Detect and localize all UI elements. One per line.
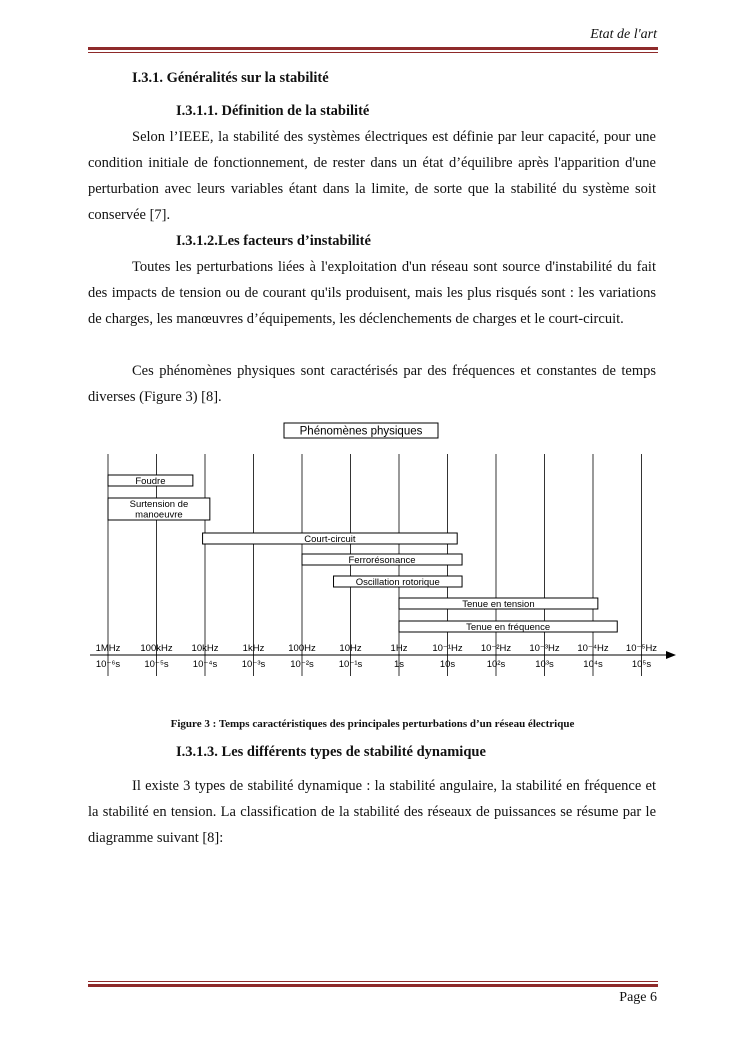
time-tick-label: 10⁻³s <box>241 659 266 670</box>
chart-axis-arrow <box>666 651 676 659</box>
footer-rule-thin <box>88 981 658 982</box>
footer-rule-thick <box>88 984 658 987</box>
page-number: Page 6 <box>619 990 657 1005</box>
heading-section-1-3-1-2: I.3.1.2.Les facteurs d’instabilité <box>176 233 371 249</box>
phenomenon-label: Surtension de <box>129 499 189 510</box>
freq-tick-label: 1MHz <box>95 643 121 654</box>
time-tick-label: 10⁴s <box>583 659 603 670</box>
paragraph-definition <box>88 124 656 228</box>
freq-tick-label: 10⁻⁴Hz <box>577 643 609 654</box>
paragraph-instability-factors <box>88 254 656 332</box>
phenomenon-label: Foudre <box>135 476 166 487</box>
header-rule-thin <box>88 52 658 53</box>
freq-tick-label: 100kHz <box>140 643 173 654</box>
time-tick-label: 1s <box>393 659 405 670</box>
freq-tick-label: 10Hz <box>339 643 362 654</box>
paragraph-instability-factors-text: Toutes les perturbations liées à l'exploitation d'un réseau sont source d'instabilité du fait des impacts de tension ou de courant qu'ils produisent, mais les plus risqués sont : les variations de charges, les manœuvres d’équipements, les déclenchements de charges et le court-circuit. <box>88 259 656 327</box>
time-tick-label: 10³s <box>535 659 554 670</box>
freq-tick-label: 1Hz <box>390 643 408 654</box>
paragraph-stability-types-text: Il existe 3 types de stabilité dynamique : la stabilité angulaire, la stabilité en fréquence et la stabilité en tension. La classification de la stabilité des réseaux de puissances se résume par le diagramme suivant [8]: <box>88 778 656 846</box>
freq-tick-label: 10kHz <box>191 643 219 654</box>
freq-tick-label: 10⁻³Hz <box>529 643 560 654</box>
paragraph-definition-text: Selon l’IEEE, la stabilité des systèmes électriques est définie par leur capacité, pour une condition initiale de fonctionnement, de rester dans un état d’équilibre après l'apparition d'une perturbation avec leurs variables étant dans la limite, de sorte que la stabilité du système soit conservée [7]. <box>88 129 656 223</box>
heading-section-1-3-1: I.3.1. Généralités sur la stabilité <box>132 70 329 86</box>
chart-title: Phénomènes physiques <box>299 425 423 438</box>
paragraph-phenomena-text: Ces phénomènes physiques sont caractérisés par des fréquences et constantes de temps diverses (Figure 3) [8]. <box>88 363 656 405</box>
paragraph-phenomena <box>88 358 656 410</box>
figure-3-chart <box>0 410 745 700</box>
time-tick-label: 10⁻⁴s <box>192 659 218 670</box>
time-tick-label: 10⁻¹s <box>338 659 363 670</box>
freq-tick-label: 10⁻⁵Hz <box>625 643 658 654</box>
paragraph-stability-types <box>88 773 656 851</box>
time-tick-label: 10s <box>439 659 456 670</box>
phenomenon-label: Court-circuit <box>304 534 356 545</box>
heading-section-1-3-1-3: I.3.1.3. Les différents types de stabilité dynamique <box>176 744 486 760</box>
figure-3-caption: Figure 3 : Temps caractéristiques des principales perturbations d’un réseau électrique <box>170 718 575 730</box>
phenomenon-label: Tenue en tension <box>462 599 535 610</box>
time-tick-label: 10⁻²s <box>290 659 314 670</box>
freq-tick-label: 10⁻²Hz <box>480 643 512 654</box>
phenomenon-label: Oscillation rotorique <box>355 577 440 588</box>
phenomenon-label: Ferrorésonance <box>348 555 416 566</box>
time-tick-label: 10⁻⁵s <box>144 659 169 670</box>
time-tick-label: 10²s <box>486 659 506 670</box>
freq-tick-label: 10⁻¹Hz <box>432 643 463 654</box>
phenomenon-label-line2: manoeuvre <box>135 509 183 521</box>
header-rule-thick <box>88 47 658 50</box>
running-header: Etat de l'art <box>590 27 657 42</box>
phenomenon-label: Tenue en fréquence <box>466 622 551 633</box>
freq-tick-label: 1kHz <box>242 643 265 654</box>
freq-tick-label: 100Hz <box>288 643 316 654</box>
time-tick-label: 10⁻⁶s <box>95 659 121 670</box>
time-tick-label: 10⁵s <box>631 659 652 670</box>
heading-section-1-3-1-1: I.3.1.1. Définition de la stabilité <box>176 103 370 119</box>
